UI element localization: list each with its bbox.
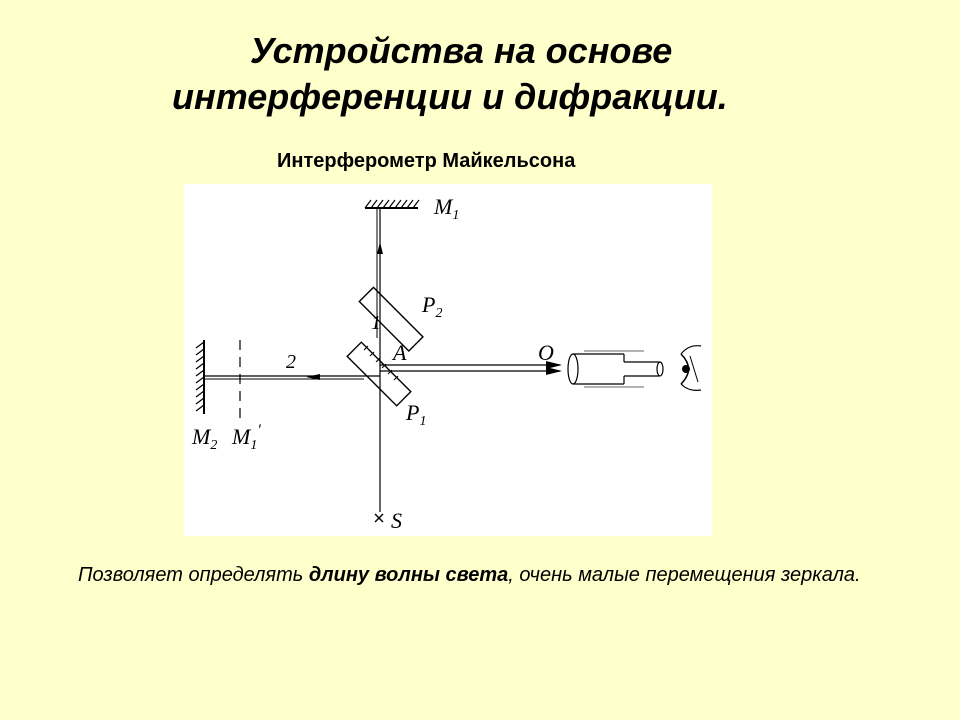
label-p1: $P_1$ <box>406 400 427 429</box>
label-a: A <box>393 340 407 365</box>
label-m1: $M_1$ <box>434 194 460 223</box>
caption-part-2: , очень малые перемещения зеркала. <box>508 564 861 586</box>
label-ray-1: 1 <box>371 312 381 334</box>
label-s: S <box>391 508 402 533</box>
diagram-svg <box>184 184 712 536</box>
label-m2: $M_2$ <box>192 424 218 453</box>
caption-emphasis: длину волны света <box>308 564 509 586</box>
title-line-1: Устройства на основе <box>250 30 673 71</box>
caption-text <box>78 560 938 591</box>
telescope <box>568 351 663 387</box>
mirror-m2 <box>196 340 204 414</box>
label-o: O <box>538 340 554 365</box>
label-m1-prime: $M_1'$ <box>232 422 261 453</box>
diagram-subtitle: Интерферометр Майкельсона <box>277 150 576 172</box>
label-p2: $P_2$ <box>422 292 443 321</box>
title-line-2: интерференции и дифракции. <box>172 76 728 117</box>
output-arrowhead-lower <box>546 367 562 375</box>
telescope-objective <box>568 354 578 384</box>
caption-part-1: Позволяет определять <box>78 564 309 586</box>
compensator-plate-p2 <box>359 287 423 351</box>
telescope-eyepiece <box>657 362 663 376</box>
observer-eye-icon <box>681 346 701 391</box>
source-s-marker <box>375 514 383 522</box>
ray-1-arrowhead <box>377 242 383 254</box>
michelson-interferometer-diagram <box>184 184 712 536</box>
mirror-m1-hatching <box>365 200 419 208</box>
mirror-m1 <box>365 200 419 208</box>
mirror-m2-hatching <box>196 342 204 411</box>
label-ray-2: 2 <box>286 351 296 373</box>
